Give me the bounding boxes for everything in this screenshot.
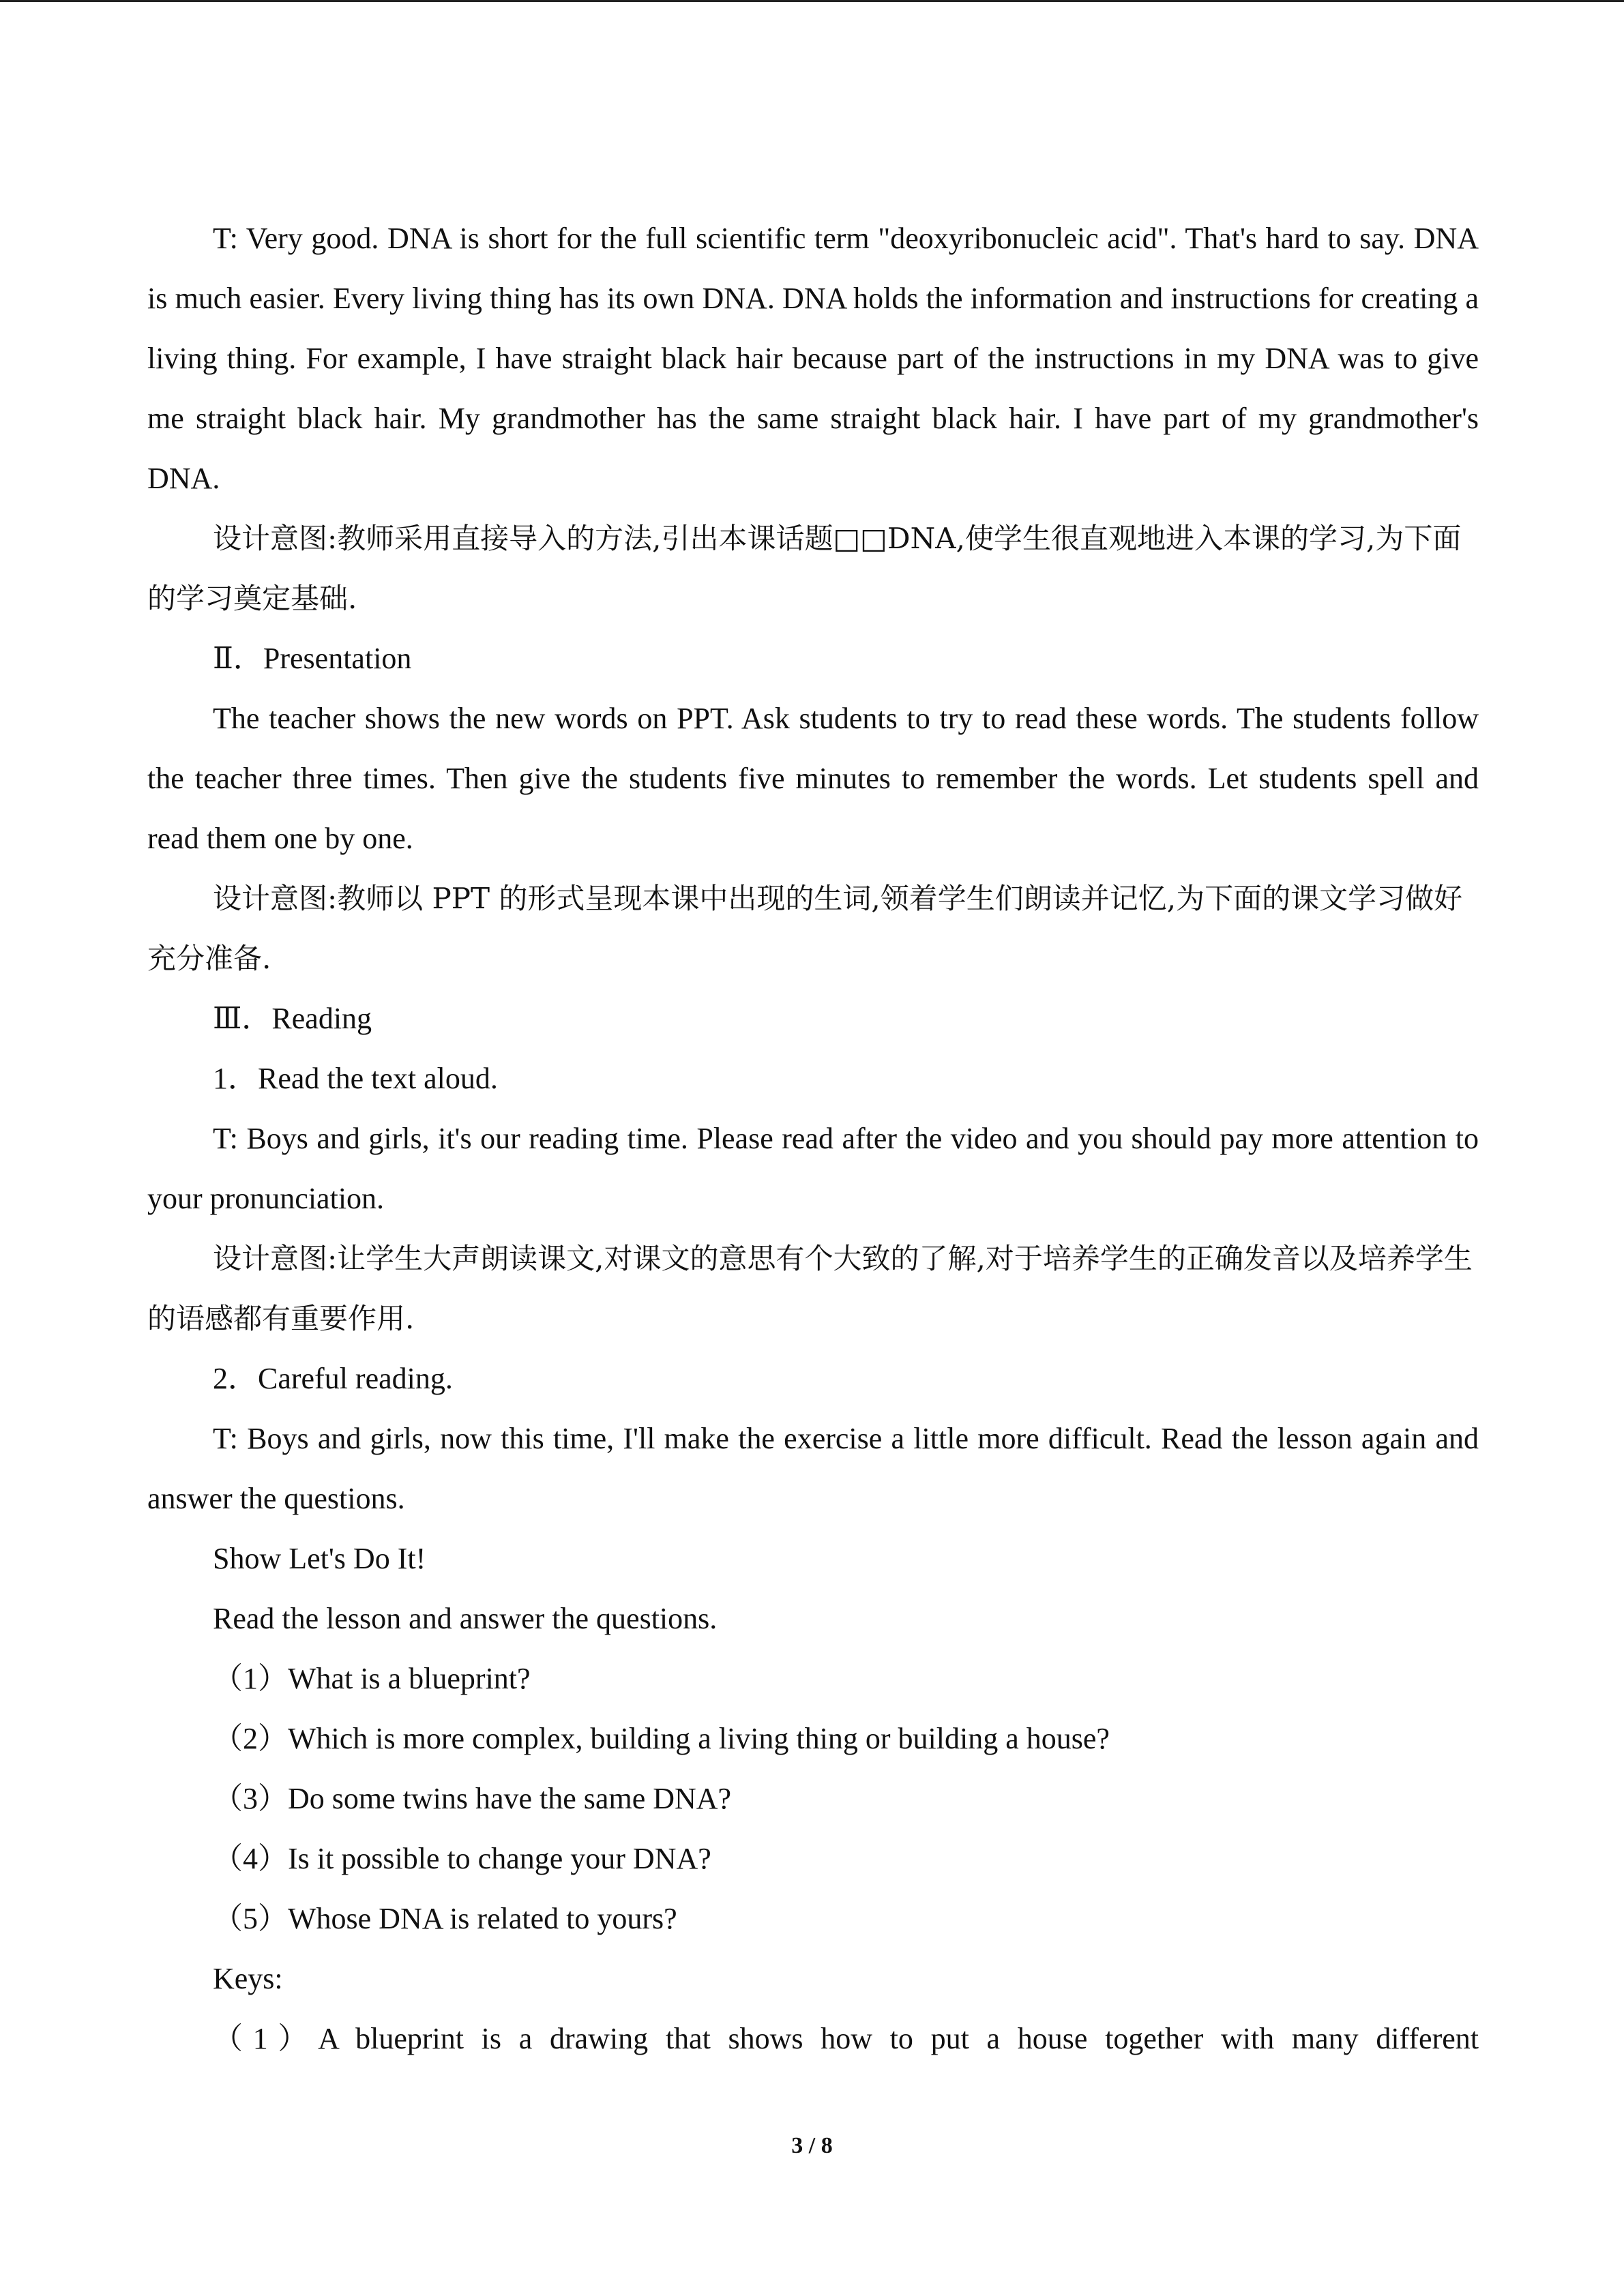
reading-time-paragraph: T: Boys and girls, it's our reading time. Please read after the video and you should pay more attention to your pronunciation. bbox=[147, 1122, 1479, 1215]
key-answer-1: （1）A blueprint is a drawing that shows how to put a house together with many different bbox=[213, 2022, 1479, 2055]
page-number: 3 / 8 bbox=[791, 2133, 833, 2158]
subsection-read-aloud: 1．Read the text aloud. bbox=[213, 1062, 498, 1095]
instruction-answer-questions: Read the lesson and answer the questions. bbox=[213, 1602, 718, 1635]
question-item: （1）What is a blueprint? bbox=[213, 1662, 531, 1695]
teacher-dna-explanation: T: Very good. DNA is short for the full scientific term "deoxyribonucleic acid". That's hard to say. DNA is much easier. Every living thing has its own DNA. DNA holds the information and instructions for creating a living thing. For example, I have straight black hair because part of the instructions in my DNA was to give me straight black hair. My grandmother has the same straight black hair. I have part of my grandmother's DNA. bbox=[147, 222, 1479, 495]
page-body bbox=[147, 209, 1479, 2069]
top-border-line bbox=[0, 0, 1624, 2]
keys-label: Keys: bbox=[213, 1962, 283, 1995]
presentation-paragraph: The teacher shows the new words on PPT. Ask students to try to read these words. The students follow the teacher three times. Then give the students five minutes to remember the words. Let students spell and read them one by one. bbox=[147, 702, 1479, 855]
design-intent-3: 设计意图:让学生大声朗读课文,对课文的意思有个大致的了解,对于培养学生的正确发音以及培养学生的语感都有重要作用. bbox=[147, 1242, 1473, 1335]
question-item: （5）Whose DNA is related to yours? bbox=[213, 1902, 677, 1935]
question-item: （4）Is it possible to change your DNA? bbox=[213, 1842, 711, 1875]
design-intent-2: 设计意图:教师以 PPT 的形式呈现本课中出现的生词,领着学生们朗读并记忆,为下面的课文学习做好充分准备. bbox=[147, 882, 1463, 975]
show-lets-do-it: Show Let's Do It! bbox=[213, 1542, 426, 1575]
question-item: （3）Do some twins have the same DNA? bbox=[213, 1782, 732, 1815]
design-intent-1: 设计意图:教师采用直接导入的方法,引出本课话题□□DNA,使学生很直观地进入本课的学习,为下面的学习奠定基础. bbox=[147, 522, 1462, 615]
question-item: （2）Which is more complex, building a living thing or building a house? bbox=[213, 1722, 1110, 1755]
section-heading-reading: Ⅲ．Reading bbox=[213, 1002, 372, 1035]
careful-reading-paragraph: T: Boys and girls, now this time, I'll make the exercise a little more difficult. Read the lesson again and answer the questions. bbox=[147, 1422, 1479, 1515]
subsection-careful-reading: 2．Careful reading. bbox=[213, 1362, 453, 1395]
section-heading-presentation: Ⅱ．Presentation bbox=[213, 642, 412, 675]
